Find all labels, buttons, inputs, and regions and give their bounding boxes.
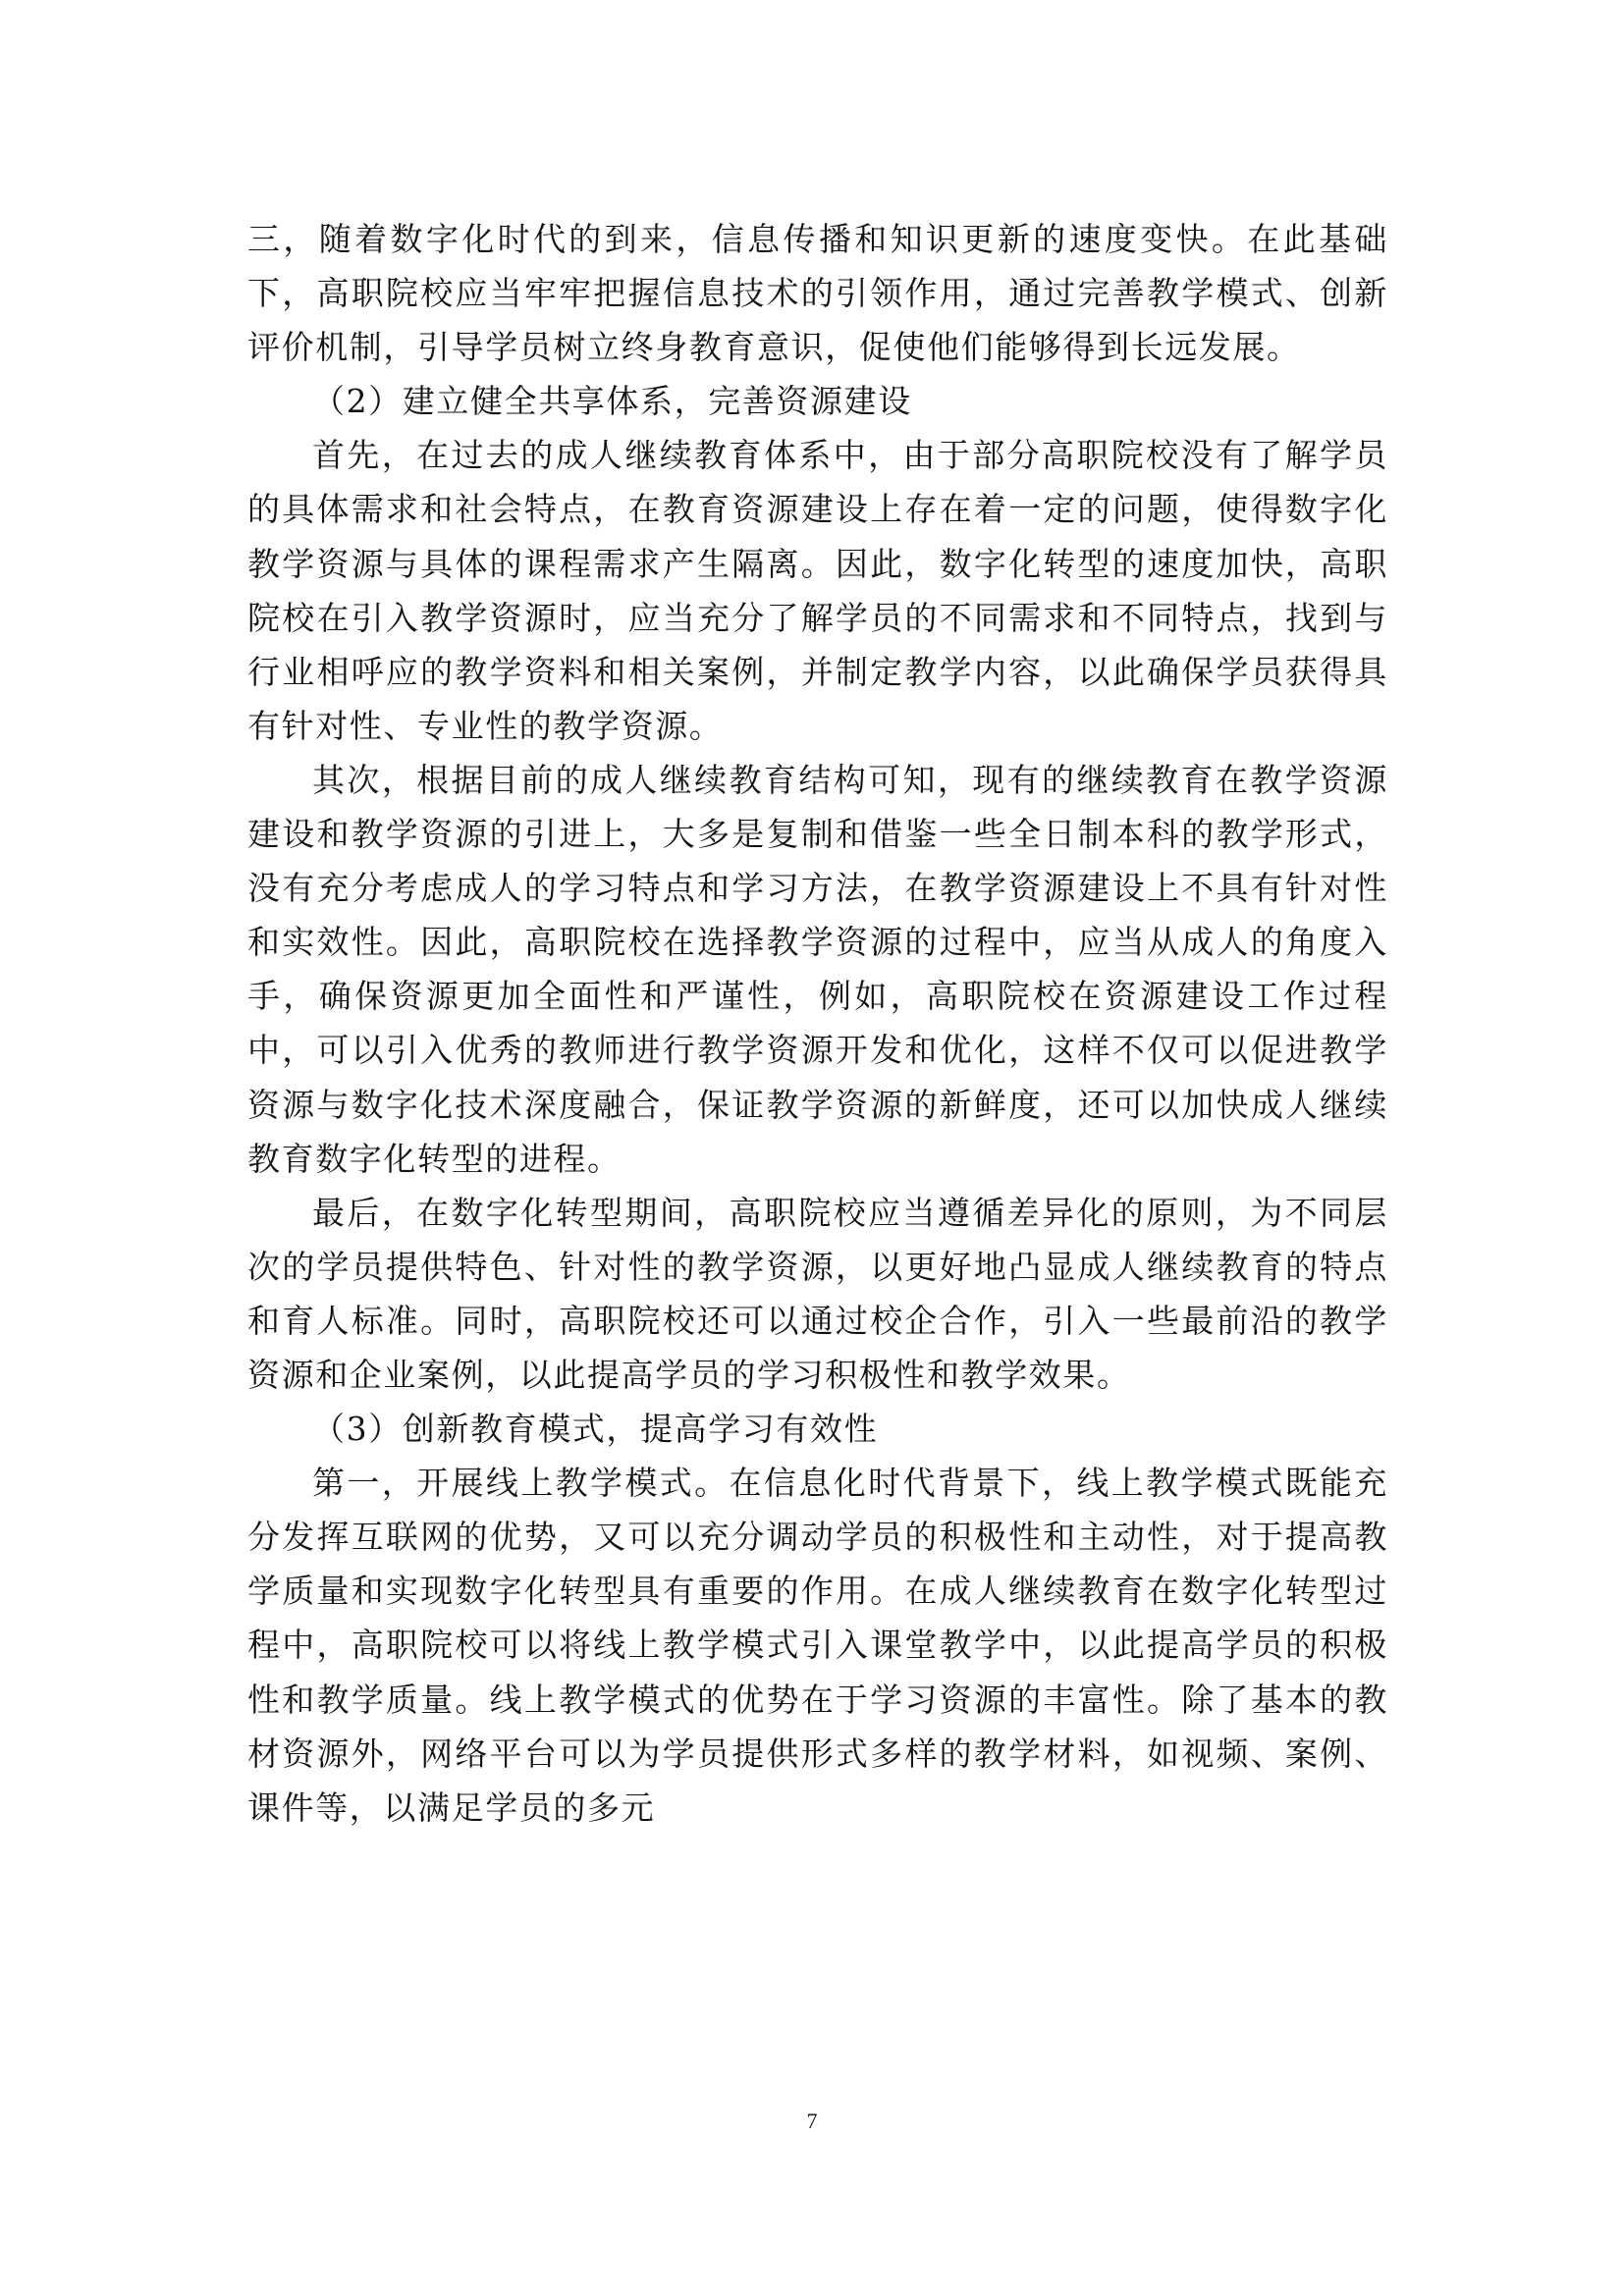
section-heading-3: （3）创新教育模式，提高学习有效性 — [312, 1410, 879, 1449]
paragraph-first: 首先，在过去的成人继续教育体系中，由于部分高职院校没有了解学员的具体需求和社会特点，在教育资源建设上存在着一定的问题，使得数字化教学资源与具体的课程需求产生隔离。因此，数字化转型的速度加快，高职院校在引入教学资源时，应当充分了解学员的不同需求和不同特点，找到与行业相呼应的教学资料和相关案例，并制定教学内容，以此确保学员获得具有针对性、专业性的教学资源。 — [247, 436, 1388, 745]
paragraph-last: 最后，在数字化转型期间，高职院校应当遵循差异化的原则，为不同层次的学员提供特色、针对性的教学资源，以更好地凸显成人继续教育的特点和育人标准。同时，高职院校还可以通过校企合作，引入一些最前沿的教学资源和企业案例，以此提高学员的学习积极性和教学效果。 — [247, 1193, 1388, 1394]
page-body — [247, 212, 1388, 1835]
paragraph-continuation: 三，随着数字化时代的到来，信息传播和知识更新的速度变快。在此基础下，高职院校应当牢牢把握信息技术的引领作用，通过完善教学模式、创新评价机制，引导学员树立终身教育意识，促使他们能够得到长远发展。 — [247, 220, 1388, 367]
page-number: 7 — [806, 2109, 818, 2133]
section-heading-2: （2）建立健全共享体系，完善资源建设 — [312, 382, 912, 421]
paragraph-online-teaching: 第一，开展线上教学模式。在信息化时代背景下，线上教学模式既能充分发挥互联网的优势，又可以充分调动学员的积极性和主动性，对于提高教学质量和实现数字化转型具有重要的作用。在成人继续教育在数字化转型过程中，高职院校可以将线上教学模式引入课堂教学中，以此提高学员的积极性和教学质量。线上教学模式的优势在于学习资源的丰富性。除了基本的教材资源外，网络平台可以为学员提供形式多样的教学材料，如视频、案例、课件等，以满足学员的多元 — [247, 1464, 1388, 1827]
paragraph-second: 其次，根据目前的成人继续教育结构可知，现有的继续教育在教学资源建设和教学资源的引进上，大多是复制和借鉴一些全日制本科的教学形式，没有充分考虑成人的学习特点和学习方法，在教学资源建设上不具有针对性和实效性。因此，高职院校在选择教学资源的过程中，应当从成人的角度入手，确保资源更加全面性和严谨性，例如，高职院校在资源建设工作过程中，可以引入优秀的教师进行教学资源开发和优化，这样不仅可以促进教学资源与数字化技术深度融合，保证教学资源的新鲜度，还可以加快成人继续教育数字化转型的进程。 — [247, 760, 1388, 1178]
